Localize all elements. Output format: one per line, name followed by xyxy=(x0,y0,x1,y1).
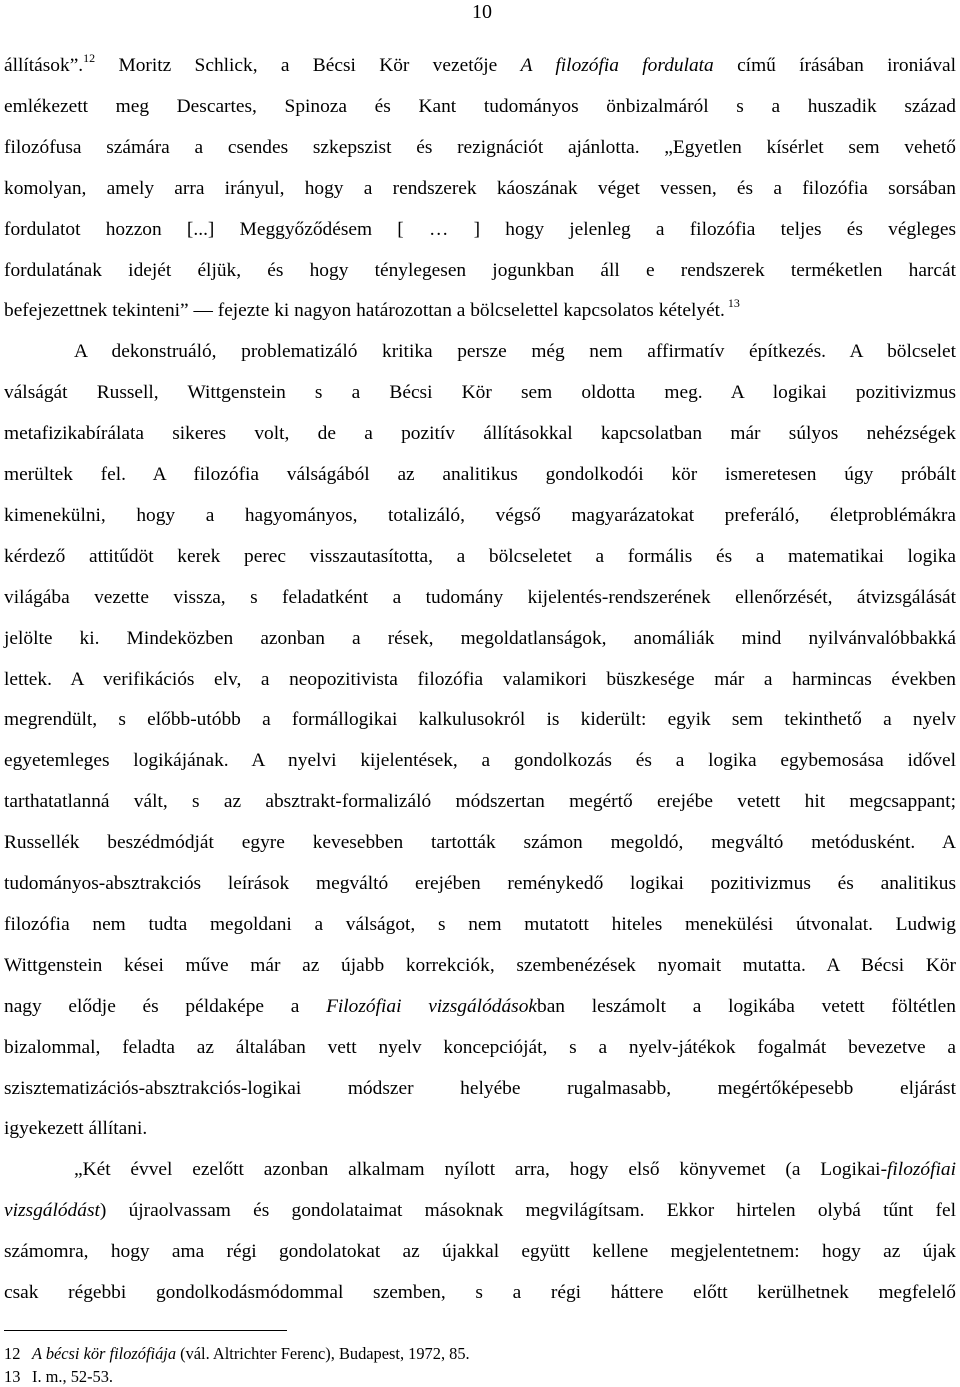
text-run: nagy elődje és példaképe a xyxy=(4,995,327,1017)
text-run: szisztematizációs-absztrakciós-logikai módszer helyébe rugalmasabb, megértőképesebb eljárást xyxy=(4,1077,956,1099)
text-line xyxy=(4,913,956,937)
text-run: Russellék beszédmódját egyre kevesebben tartották számon megoldó, megváltó metódusként. A xyxy=(4,832,956,854)
text-run: komolyan, amely arra irányul, hogy a rendszerek káoszának véget vessen, és a filozófia sorsában xyxy=(4,177,956,199)
footnote-separator xyxy=(4,1330,287,1331)
footnote-number: 13 xyxy=(4,1367,21,1386)
text-line xyxy=(4,51,957,78)
text-line xyxy=(4,995,956,1019)
footnote-ref: 12 xyxy=(83,51,96,65)
text-run: tudományos-absztrakciós leírások megváltó erejében reménykedő logikai pozitivizmus és analitikus xyxy=(4,873,956,894)
footnote-ref: 13 xyxy=(724,296,740,311)
text-line xyxy=(4,954,956,978)
text-line xyxy=(74,340,956,364)
text-line xyxy=(4,790,956,814)
page-number: 10 xyxy=(472,1,492,23)
text-run: metafizikabírálata sikeres volt, de a pozitív állításokkal kapcsolatban már súlyos nehézségek xyxy=(4,423,956,445)
text-run: A dekonstruáló, problematizáló kritika persze még nem affirmatív építkezés. A bölcselet xyxy=(74,341,956,363)
text-line xyxy=(4,586,956,610)
text-run: befejezettnek tekinteni” — fejezte ki nagyon határozottan a bölcselettel kapcsolatos kételyét. xyxy=(4,300,725,322)
text-run: lettek. A verifikációs elv, a neopozitivista filozófia valamikori büszkesége már a harmincas években xyxy=(4,668,956,690)
text-line xyxy=(4,831,956,855)
text-run: fordulatának idejét éljük, és hogy ténylegesen jogunkban áll e rendszerek terméketlen harcát xyxy=(4,259,956,281)
text-run: tarthatatlanná vált, s az absztrakt-formalizáló módszertan megértő erejébe vetett hit megcsappant; xyxy=(4,791,956,813)
text-run: emlékezett meg Descartes, Spinoza és Kant tudományos önbizalmáról s a huszadik század xyxy=(4,95,956,117)
text-line xyxy=(4,872,956,896)
text-run: egyetemleges logikájának. A nyelvi kijelentések, a gondolkozás és a logika egybemosása idővel xyxy=(4,750,956,772)
text-run: válságát Russell, Wittgenstein s a Bécsi Kör sem oldotta meg. A logikai pozitivizmus xyxy=(4,382,956,404)
text-run: kérdező attitűdöt kerek perec visszautasította, a bölcseletet a formális és a matematikai logika xyxy=(4,545,956,567)
footnote-number: 12 xyxy=(4,1344,21,1363)
text-line xyxy=(4,668,956,692)
text-line xyxy=(4,1077,956,1101)
text-line xyxy=(4,218,956,242)
italic-title: Filozófiai vizsgálódások xyxy=(326,995,537,1017)
italic-title: vizsgálódást xyxy=(4,1200,100,1222)
text-run: merültek fel. A filozófia válságából az analitikus gondolkodói kör ismeretesen úgy próbált xyxy=(4,464,956,485)
text-line xyxy=(4,422,956,446)
text-run: kimenekülni, hogy a hagyományos, totalizáló, végső magyarázatokat preferáló, életproblémákra xyxy=(4,504,956,526)
text-line xyxy=(74,1158,956,1182)
text-line xyxy=(4,259,956,283)
text-line xyxy=(4,177,956,201)
text-line xyxy=(4,381,956,405)
italic-title: A filozófia fordulata xyxy=(520,55,714,76)
text-run: filozófusa számára a csendes szkepszist és rezignációt ajánlotta. „Egyetlen kísérlet sem vehető xyxy=(4,136,956,158)
text-run: ) újraolvassam és gondolataimat másoknak megvilágítsam. Ekkor hirtelen olybá tűnt fel xyxy=(99,1200,956,1222)
text-run: csak régebbi gondolkodásmódommal szemben, s a régi háttere előtt kerülhetnek megfelelő xyxy=(4,1282,956,1303)
text-run: I. m., 52-53. xyxy=(32,1367,114,1386)
text-line xyxy=(4,136,956,160)
text-run: Moritz Schlick, a Bécsi Kör vezetője xyxy=(95,55,521,76)
text-line xyxy=(4,708,956,732)
footnote xyxy=(4,1367,113,1387)
footnote xyxy=(4,1344,470,1364)
text-run: állítások”. xyxy=(4,55,84,76)
text-run: ban leszámolt a logikába vetett föltétlen xyxy=(537,995,956,1017)
text-run: filozófia nem tudta megoldani a válságot, s nem mutatott hiteles menekülési útvonalat. Ludwig xyxy=(4,913,956,935)
text-run: jelölte ki. Mindeközben azonban a rések, megoldatlanságok, anomáliák mind nyilvánvalóbbakká xyxy=(4,627,956,649)
text-run: bizalommal, feladta az általában vett nyelv koncepcióját, s a nyelv-játékok fogalmát bevezetve a xyxy=(4,1036,956,1058)
text-line xyxy=(4,545,956,569)
text-line xyxy=(4,95,956,119)
text-run: igyekezett állítani. xyxy=(4,1118,148,1140)
text-run: számomra, hogy ama régi gondolatokat az újakkal együtt kellene megjelentetnem: hogy az újak xyxy=(4,1241,956,1263)
text-line xyxy=(4,463,956,487)
italic-title: A bécsi kör filozófiája xyxy=(32,1344,177,1363)
text-run: (vál. Altrichter Ferenc), Budapest, 1972, 85. xyxy=(176,1344,470,1363)
text-line xyxy=(4,1240,956,1264)
text-run: „Két évvel ezelőtt azonban alkalmam nyílott arra, hogy első könyvemet (a Logikai- xyxy=(74,1159,888,1181)
text-line xyxy=(4,1281,956,1305)
text-run: című írásában ironiával xyxy=(713,55,957,76)
text-run: megrendült, s előbb-utóbb a formállogikai kalkulusokról is kiderült: egyik sem tekinthető a nyelv xyxy=(4,709,956,731)
text-line xyxy=(4,1199,956,1223)
italic-title: filozófiai xyxy=(887,1159,956,1181)
text-run: Wittgenstein kései műve már az újabb korrekciók, szembenézések nyomait mutatta. A Bécsi Kör xyxy=(4,954,956,976)
text-line xyxy=(4,627,956,651)
text-line xyxy=(4,504,956,528)
text-run: fordulatot hozzon [...] Meggyőződésem [ … ] hogy jelenleg a filozófia teljes és végleges xyxy=(4,218,956,240)
text-line xyxy=(4,749,956,773)
text-line xyxy=(4,1117,956,1141)
text-line xyxy=(4,1036,956,1060)
text-line xyxy=(4,296,956,323)
text-run: világába vezette vissza, s feladatként a tudomány kijelentés-rendszerének ellenőrzését, átvizsgálását xyxy=(4,586,956,608)
